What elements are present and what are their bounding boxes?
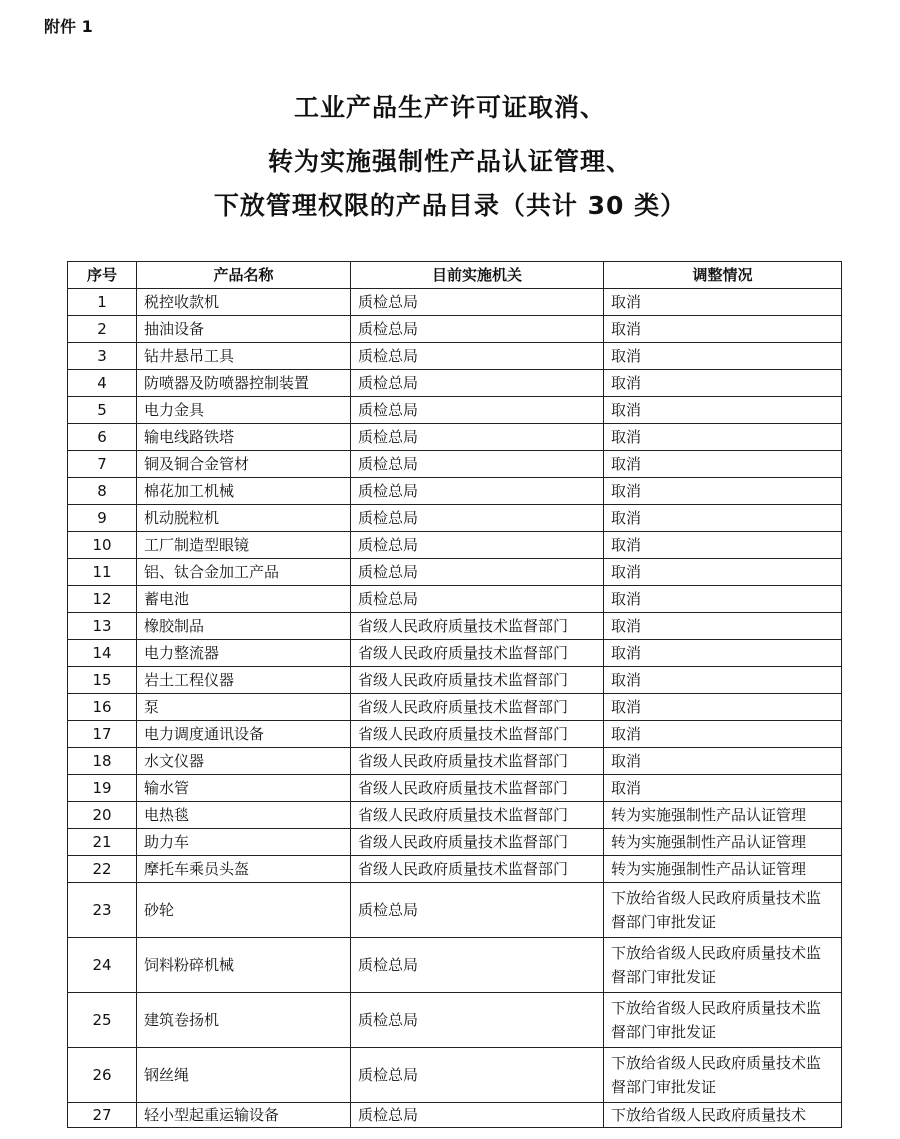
cell-adjustment: 取消 bbox=[604, 424, 842, 451]
cell-seq: 17 bbox=[68, 721, 137, 748]
cell-authority: 省级人民政府质量技术监督部门 bbox=[351, 694, 604, 721]
cell-authority: 质检总局 bbox=[351, 370, 604, 397]
cell-authority: 省级人民政府质量技术监督部门 bbox=[351, 829, 604, 856]
cell-adjustment: 下放给省级人民政府质量技术监督部门审批发证 bbox=[604, 883, 842, 938]
cell-authority: 省级人民政府质量技术监督部门 bbox=[351, 613, 604, 640]
cell-authority: 省级人民政府质量技术监督部门 bbox=[351, 640, 604, 667]
table-row bbox=[68, 802, 842, 829]
table-row bbox=[68, 748, 842, 775]
cell-seq: 8 bbox=[68, 478, 137, 505]
cell-adjustment: 取消 bbox=[604, 478, 842, 505]
cell-adjustment: 取消 bbox=[604, 532, 842, 559]
cell-adjustment: 取消 bbox=[604, 316, 842, 343]
cell-seq: 9 bbox=[68, 505, 137, 532]
cell-seq: 5 bbox=[68, 397, 137, 424]
table-row bbox=[68, 829, 842, 856]
cell-seq: 24 bbox=[68, 938, 137, 993]
cell-adjustment: 取消 bbox=[604, 397, 842, 424]
table-row bbox=[68, 586, 842, 613]
cell-authority: 质检总局 bbox=[351, 397, 604, 424]
cell-product-name: 摩托车乘员头盔 bbox=[137, 856, 351, 883]
cell-product-name: 水文仪器 bbox=[137, 748, 351, 775]
cell-adjustment: 取消 bbox=[604, 451, 842, 478]
table-row bbox=[68, 694, 842, 721]
cell-seq: 22 bbox=[68, 856, 137, 883]
cell-seq: 14 bbox=[68, 640, 137, 667]
table-row bbox=[68, 938, 842, 993]
table-row bbox=[68, 613, 842, 640]
title-line-3: 下放管理权限的产品目录（共计 30 类） bbox=[213, 191, 687, 220]
cell-product-name: 蓄电池 bbox=[137, 586, 351, 613]
cell-product-name: 工厂制造型眼镜 bbox=[137, 532, 351, 559]
cell-authority: 质检总局 bbox=[351, 883, 604, 938]
cell-adjustment: 取消 bbox=[604, 694, 842, 721]
column-header-product-name: 产品名称 bbox=[137, 262, 351, 289]
cell-product-name: 棉花加工机械 bbox=[137, 478, 351, 505]
cell-seq: 16 bbox=[68, 694, 137, 721]
cell-product-name: 饲料粉碎机械 bbox=[137, 938, 351, 993]
table-row bbox=[68, 451, 842, 478]
cell-authority: 质检总局 bbox=[351, 1048, 604, 1103]
cell-seq: 2 bbox=[68, 316, 137, 343]
table-row bbox=[68, 721, 842, 748]
column-header-authority: 目前实施机关 bbox=[351, 262, 604, 289]
cell-seq: 18 bbox=[68, 748, 137, 775]
cell-adjustment: 取消 bbox=[604, 613, 842, 640]
table-row bbox=[68, 775, 842, 802]
cell-authority: 质检总局 bbox=[351, 532, 604, 559]
cell-seq: 10 bbox=[68, 532, 137, 559]
cell-seq: 25 bbox=[68, 993, 137, 1048]
cell-authority: 质检总局 bbox=[351, 505, 604, 532]
cell-seq: 12 bbox=[68, 586, 137, 613]
table-row bbox=[68, 316, 842, 343]
cell-product-name: 钢丝绳 bbox=[137, 1048, 351, 1103]
cell-authority: 质检总局 bbox=[351, 559, 604, 586]
column-header-adjustment: 调整情况 bbox=[604, 262, 842, 289]
table-row bbox=[68, 883, 842, 938]
attachment-label: 附件 1 bbox=[44, 17, 93, 36]
cell-adjustment: 取消 bbox=[604, 721, 842, 748]
table-header-row bbox=[68, 262, 842, 289]
column-header-seq: 序号 bbox=[68, 262, 137, 289]
title-line-2: 转为实施强制性产品认证管理、 bbox=[267, 147, 632, 176]
cell-seq: 15 bbox=[68, 667, 137, 694]
cell-authority: 质检总局 bbox=[351, 451, 604, 478]
cell-product-name: 铜及铜合金管材 bbox=[137, 451, 351, 478]
cell-adjustment: 下放给省级人民政府质量技术监督部门审批发证 bbox=[604, 938, 842, 993]
cell-authority: 质检总局 bbox=[351, 478, 604, 505]
table-row bbox=[68, 856, 842, 883]
cell-authority: 省级人民政府质量技术监督部门 bbox=[351, 775, 604, 802]
cell-adjustment: 下放给省级人民政府质量技术 bbox=[604, 1103, 842, 1128]
cell-seq: 3 bbox=[68, 343, 137, 370]
cell-product-name: 建筑卷扬机 bbox=[137, 993, 351, 1048]
cell-authority: 省级人民政府质量技术监督部门 bbox=[351, 802, 604, 829]
cell-adjustment: 下放给省级人民政府质量技术监督部门审批发证 bbox=[604, 993, 842, 1048]
cell-seq: 4 bbox=[68, 370, 137, 397]
cell-product-name: 输电线路铁塔 bbox=[137, 424, 351, 451]
table-row bbox=[68, 424, 842, 451]
cell-seq: 27 bbox=[68, 1103, 137, 1128]
cell-authority: 质检总局 bbox=[351, 424, 604, 451]
cell-product-name: 税控收款机 bbox=[137, 289, 351, 316]
cell-product-name: 电力调度通讯设备 bbox=[137, 721, 351, 748]
cell-product-name: 岩土工程仪器 bbox=[137, 667, 351, 694]
cell-seq: 7 bbox=[68, 451, 137, 478]
cell-product-name: 铝、钛合金加工产品 bbox=[137, 559, 351, 586]
cell-seq: 21 bbox=[68, 829, 137, 856]
table-row bbox=[68, 505, 842, 532]
cell-product-name: 钻井悬吊工具 bbox=[137, 343, 351, 370]
cell-adjustment: 转为实施强制性产品认证管理 bbox=[604, 829, 842, 856]
cell-adjustment: 转为实施强制性产品认证管理 bbox=[604, 802, 842, 829]
table-row bbox=[68, 1048, 842, 1103]
cell-adjustment: 取消 bbox=[604, 586, 842, 613]
cell-adjustment: 取消 bbox=[604, 775, 842, 802]
cell-adjustment: 取消 bbox=[604, 640, 842, 667]
cell-authority: 质检总局 bbox=[351, 1103, 604, 1128]
cell-adjustment: 取消 bbox=[604, 748, 842, 775]
cell-seq: 6 bbox=[68, 424, 137, 451]
cell-product-name: 轻小型起重运输设备 bbox=[137, 1103, 351, 1128]
table-row bbox=[68, 993, 842, 1048]
cell-seq: 1 bbox=[68, 289, 137, 316]
table-row bbox=[68, 478, 842, 505]
cell-seq: 19 bbox=[68, 775, 137, 802]
table-row bbox=[68, 343, 842, 370]
cell-authority: 质检总局 bbox=[351, 938, 604, 993]
cell-seq: 13 bbox=[68, 613, 137, 640]
product-catalog-table bbox=[67, 261, 842, 1128]
cell-product-name: 电热毯 bbox=[137, 802, 351, 829]
cell-authority: 质检总局 bbox=[351, 289, 604, 316]
cell-product-name: 电力金具 bbox=[137, 397, 351, 424]
cell-authority: 省级人民政府质量技术监督部门 bbox=[351, 748, 604, 775]
cell-authority: 质检总局 bbox=[351, 316, 604, 343]
cell-product-name: 砂轮 bbox=[137, 883, 351, 938]
cell-adjustment: 取消 bbox=[604, 343, 842, 370]
table-row bbox=[68, 397, 842, 424]
cell-product-name: 橡胶制品 bbox=[137, 613, 351, 640]
cell-product-name: 电力整流器 bbox=[137, 640, 351, 667]
table-row bbox=[68, 640, 842, 667]
cell-adjustment: 取消 bbox=[604, 505, 842, 532]
cell-authority: 省级人民政府质量技术监督部门 bbox=[351, 856, 604, 883]
cell-authority: 质检总局 bbox=[351, 586, 604, 613]
title-line-1: 工业产品生产许可证取消、 bbox=[293, 93, 606, 122]
cell-product-name: 泵 bbox=[137, 694, 351, 721]
cell-authority: 质检总局 bbox=[351, 993, 604, 1048]
cell-authority: 省级人民政府质量技术监督部门 bbox=[351, 667, 604, 694]
cell-product-name: 输水管 bbox=[137, 775, 351, 802]
table-row bbox=[68, 370, 842, 397]
table-row bbox=[68, 1103, 842, 1128]
cell-seq: 23 bbox=[68, 883, 137, 938]
cell-seq: 26 bbox=[68, 1048, 137, 1103]
table-row bbox=[68, 532, 842, 559]
table-row bbox=[68, 559, 842, 586]
table-row bbox=[68, 667, 842, 694]
cell-authority: 省级人民政府质量技术监督部门 bbox=[351, 721, 604, 748]
cell-product-name: 抽油设备 bbox=[137, 316, 351, 343]
cell-adjustment: 取消 bbox=[604, 370, 842, 397]
cell-adjustment: 取消 bbox=[604, 559, 842, 586]
cell-adjustment: 下放给省级人民政府质量技术监督部门审批发证 bbox=[604, 1048, 842, 1103]
cell-adjustment: 转为实施强制性产品认证管理 bbox=[604, 856, 842, 883]
table-row bbox=[68, 289, 842, 316]
cell-product-name: 助力车 bbox=[137, 829, 351, 856]
cell-authority: 质检总局 bbox=[351, 343, 604, 370]
cell-seq: 11 bbox=[68, 559, 137, 586]
cell-adjustment: 取消 bbox=[604, 289, 842, 316]
cell-product-name: 机动脱粒机 bbox=[137, 505, 351, 532]
cell-adjustment: 取消 bbox=[604, 667, 842, 694]
cell-product-name: 防喷器及防喷器控制装置 bbox=[137, 370, 351, 397]
cell-seq: 20 bbox=[68, 802, 137, 829]
